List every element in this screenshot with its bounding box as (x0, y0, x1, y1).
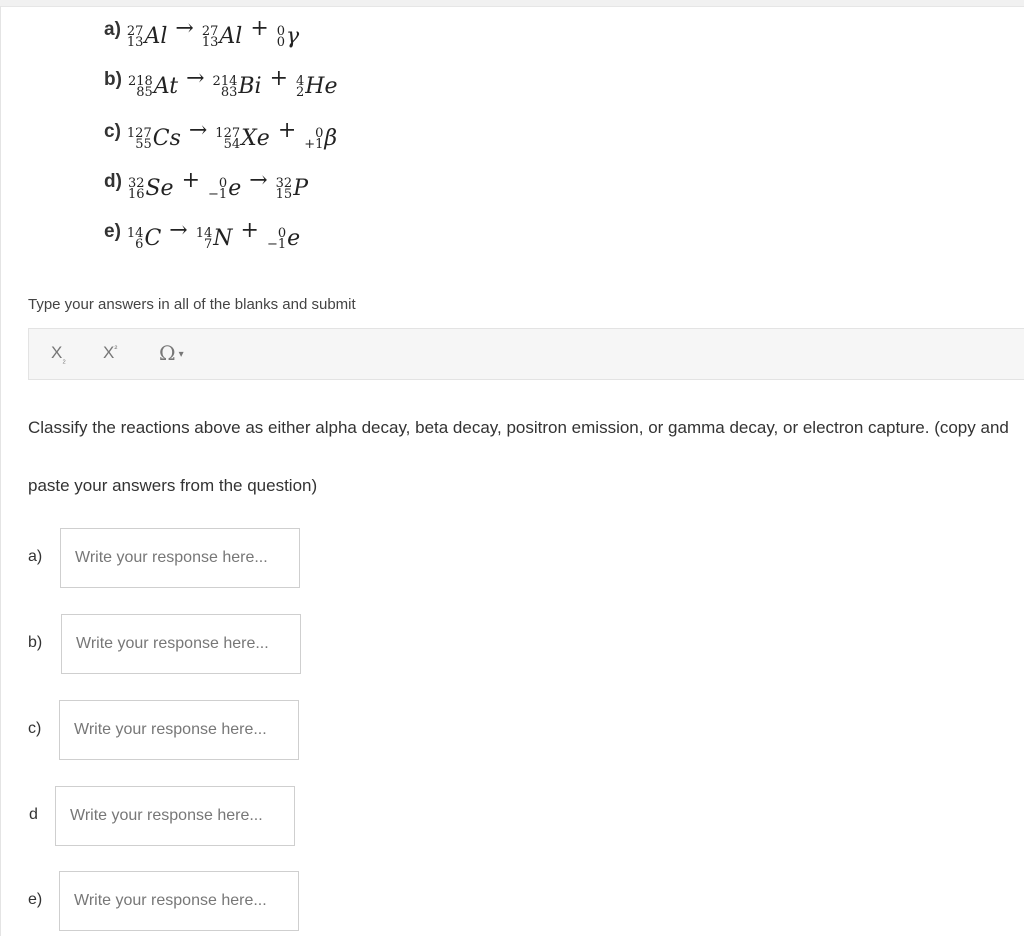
answer-label: c) (28, 720, 42, 737)
mass-number: 127 (126, 126, 152, 141)
nuclide (277, 19, 299, 55)
atomic-number: 2 (296, 85, 305, 100)
answer-label: b) (28, 634, 43, 651)
mass-number: 0 (276, 24, 286, 39)
atomic-number: 55 (135, 137, 152, 152)
nuclide (267, 221, 300, 257)
equation-operator: → (186, 66, 205, 91)
element-symbol: Al (219, 24, 243, 49)
atomic-number: 16 (127, 187, 145, 202)
mass-number: 14 (195, 226, 213, 241)
mass-number: 4 (296, 74, 305, 89)
top-divider (0, 0, 1024, 7)
atomic-number: 13 (126, 35, 144, 50)
mass-number: 32 (127, 176, 145, 191)
equation-label: b) (104, 69, 122, 90)
superscript-icon: X (103, 343, 115, 362)
mass-number: 14 (126, 226, 144, 241)
atomic-number: 7 (204, 237, 213, 252)
mass-number: 32 (275, 176, 293, 191)
element-symbol: Bi (238, 74, 262, 99)
text-format-toolbar (28, 328, 1024, 380)
superscript-button[interactable] (103, 343, 117, 363)
answer-input[interactable] (59, 700, 299, 760)
element-symbol: C (144, 226, 162, 251)
answer-input[interactable] (61, 614, 301, 674)
element-symbol: e (228, 176, 242, 201)
element-symbol: Se (145, 176, 174, 201)
nuclide (202, 19, 242, 55)
equation-row (104, 10, 300, 50)
superscript-mark: ² (114, 343, 118, 354)
equation-operator: → (175, 16, 194, 41)
equation-label: d) (104, 171, 122, 192)
nuclide (127, 121, 181, 157)
element-symbol: e (287, 226, 301, 251)
equation-operator: + (181, 168, 201, 193)
nuclide (304, 121, 337, 157)
equation-label: a) (104, 19, 121, 40)
answer-label: a) (28, 548, 43, 565)
nuclide (128, 171, 174, 207)
equation-row (104, 212, 301, 252)
nuclide (127, 19, 167, 55)
omega-icon: Ω (159, 341, 176, 365)
atomic-number: 15 (275, 187, 293, 202)
equation-math (126, 218, 301, 252)
atomic-number: 83 (220, 85, 238, 100)
subscript-mark: ₂ (62, 354, 66, 365)
mass-number: 27 (126, 24, 144, 39)
atomic-number: 54 (223, 137, 241, 152)
element-symbol: He (305, 74, 338, 99)
atomic-number: 0 (276, 35, 286, 50)
element-symbol: Xe (241, 126, 270, 151)
atomic-number: −1 (208, 187, 228, 202)
equation-operator: + (240, 218, 259, 243)
mass-number: 218 (127, 74, 153, 89)
equation-row (104, 112, 338, 152)
equation-row (104, 60, 338, 100)
mass-number: 0 (277, 226, 287, 241)
answer-input[interactable] (55, 786, 295, 846)
equation-math (127, 168, 309, 202)
nuclide (127, 221, 161, 257)
atomic-number: 13 (201, 35, 219, 50)
equation-operator: → (188, 118, 208, 143)
element-symbol: At (153, 74, 179, 99)
nuclide (215, 121, 270, 157)
equation-operator: + (269, 66, 289, 91)
atomic-number: 85 (136, 85, 153, 100)
nuclide (128, 69, 178, 105)
element-symbol: P (293, 176, 309, 201)
chevron-down-icon: ▾ (178, 349, 184, 360)
answer-label: e) (28, 891, 43, 908)
answer-input[interactable] (60, 528, 300, 588)
equation-math (126, 118, 338, 152)
nuclide (296, 69, 338, 105)
atomic-number: +1 (304, 137, 324, 152)
special-character-button[interactable] (159, 341, 184, 365)
mass-number: 27 (201, 24, 219, 39)
nuclide (213, 69, 262, 105)
element-symbol: Cs (152, 126, 181, 151)
equation-operator: + (250, 16, 269, 41)
mass-number: 0 (315, 126, 324, 141)
element-symbol: Al (144, 24, 168, 49)
equation-operator: → (249, 168, 268, 193)
atomic-number: 6 (135, 237, 144, 252)
classify-instruction-line-1: Classify the reactions above as either alpha decay, beta decay, positron emission, or gamma decay, or electron capture. (copy and (28, 418, 1009, 437)
nuclide (196, 221, 233, 257)
equation-math (126, 16, 300, 50)
equation-label: c) (104, 121, 121, 142)
subscript-icon: X (51, 343, 63, 362)
mass-number: 127 (215, 126, 241, 141)
mass-number: 0 (218, 176, 228, 191)
nuclide (276, 171, 308, 207)
element-symbol: β (324, 126, 338, 151)
subscript-button[interactable] (51, 343, 66, 364)
answer-input[interactable] (59, 871, 299, 931)
equation-label: e) (104, 221, 121, 242)
element-symbol: N (213, 226, 233, 251)
atomic-number: −1 (266, 237, 287, 252)
nuclide (208, 171, 241, 207)
equation-row (104, 162, 309, 202)
fill-blanks-instruction: Type your answers in all of the blanks and submit (28, 296, 356, 313)
equation-math (127, 66, 338, 100)
element-symbol: γ (286, 24, 300, 49)
mass-number: 214 (212, 74, 238, 89)
left-border (0, 6, 1, 936)
classify-instruction-line-2: paste your answers from the question) (28, 476, 318, 495)
answer-label: d (29, 806, 38, 823)
equation-operator: → (169, 218, 188, 243)
equation-operator: + (277, 118, 297, 143)
